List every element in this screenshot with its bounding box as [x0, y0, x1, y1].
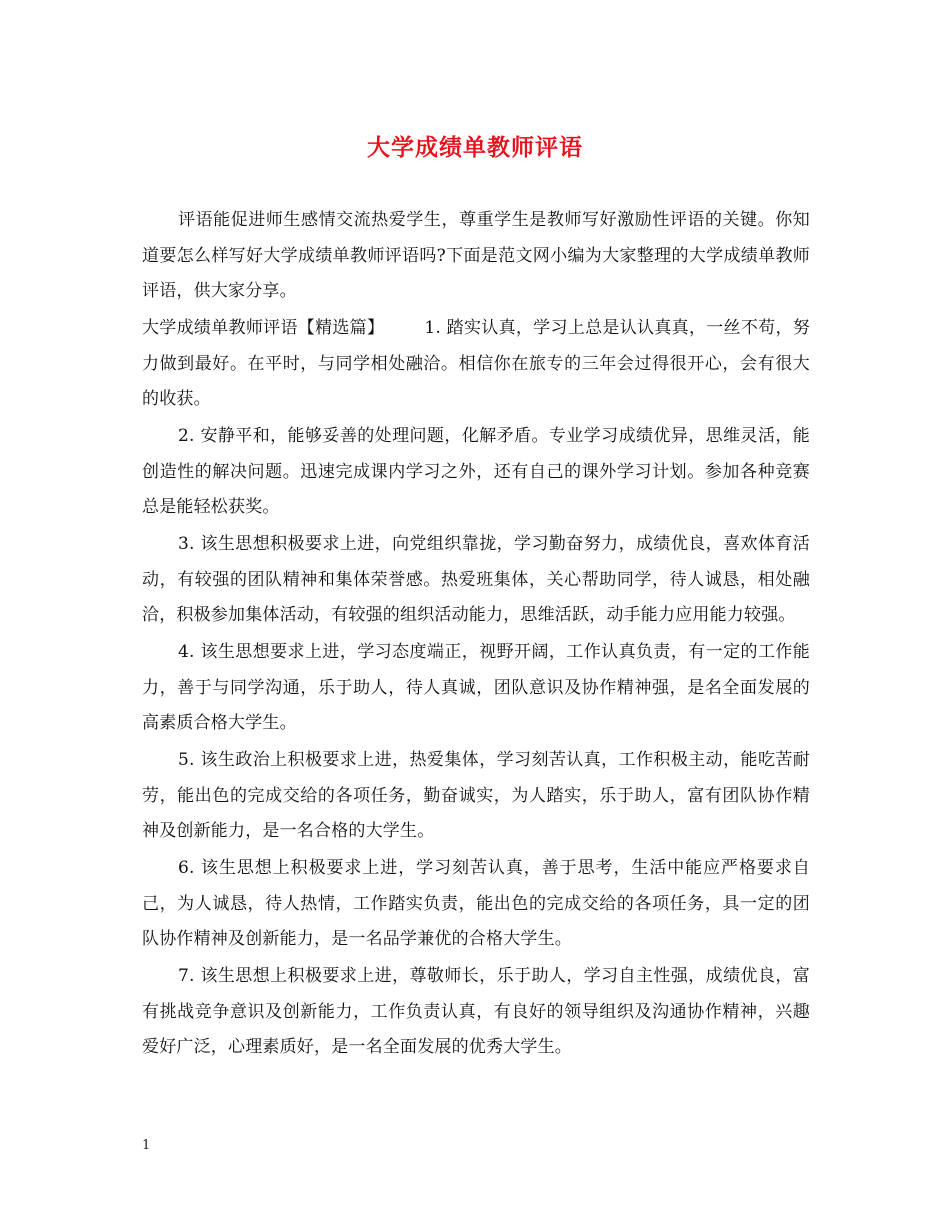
- comment-item-7: 7. 该生思想上积极要求上进，尊敬师长，乐于助人，学习自主性强，成绩优良，富有挑战竞争意识及创新能力，工作负责认真，有良好的领导组织及沟通协作精神，兴趣爱好广泛，心理素质好，是一名全面发展的优秀大学生。: [142, 966, 810, 1057]
- comment-item-4: 4. 该生思想要求上进，学习态度端正，视野开阔，工作认真负责，有一定的工作能力，善于与同学沟通，乐于助人，待人真诚，团队意识及协作精神强，是名全面发展的高素质合格大学生。: [142, 642, 810, 733]
- section-paragraph: [142, 311, 810, 418]
- page-title: 大学成绩单教师评语: [367, 134, 583, 161]
- intro-paragraph: 评语能促进师生感情交流热爱学生，尊重学生是教师写好激励性评语的关键。你知道要怎么样写好大学成绩单教师评语吗?下面是范文网小编为大家整理的大学成绩单教师评语，供大家分享。: [142, 210, 810, 301]
- comment-item-2: 2. 安静平和，能够妥善的处理问题，化解矛盾。专业学习成绩优异，思维灵活，能创造性的解决问题。迅速完成课内学习之外，还有自己的课外学习计划。参加各种竞赛总是能轻松获奖。: [142, 426, 810, 517]
- comment-item-1: 1. 踏实认真，学习上总是认认真真，一丝不苟，努力做到最好。在平时，与同学相处融洽。相信你在旅专的三年会过得很开心，会有很大的收获。: [142, 318, 810, 409]
- document-body: [142, 203, 810, 1066]
- comment-item-3: 3. 该生思想积极要求上进，向党组织靠拢，学习勤奋努力，成绩优良，喜欢体育活动，有较强的团队精神和集体荣誉感。热爱班集体，关心帮助同学，待人诚恳，相处融洽，积极参加集体活动，有较强的组织活动能力，思维活跃，动手能力应用能力较强。: [142, 534, 810, 625]
- section-heading: 大学成绩单教师评语【精选篇】: [142, 318, 385, 338]
- comment-item-6: 6. 该生思想上积极要求上进，学习刻苦认真，善于思考，生活中能应严格要求自己，为人诚恳，待人热情，工作踏实负责，能出色的完成交给的各项任务，具一定的团队协作精神及创新能力，是一名品学兼优的合格大学生。: [142, 858, 810, 949]
- page-number: 1: [142, 1138, 151, 1153]
- comment-item-5: 5. 该生政治上积极要求上进，热爱集体，学习刻苦认真，工作积极主动，能吃苦耐劳，能出色的完成交给的各项任务，勤奋诚实，为人踏实，乐于助人，富有团队协作精神及创新能力，是一名合格的大学生。: [142, 750, 810, 841]
